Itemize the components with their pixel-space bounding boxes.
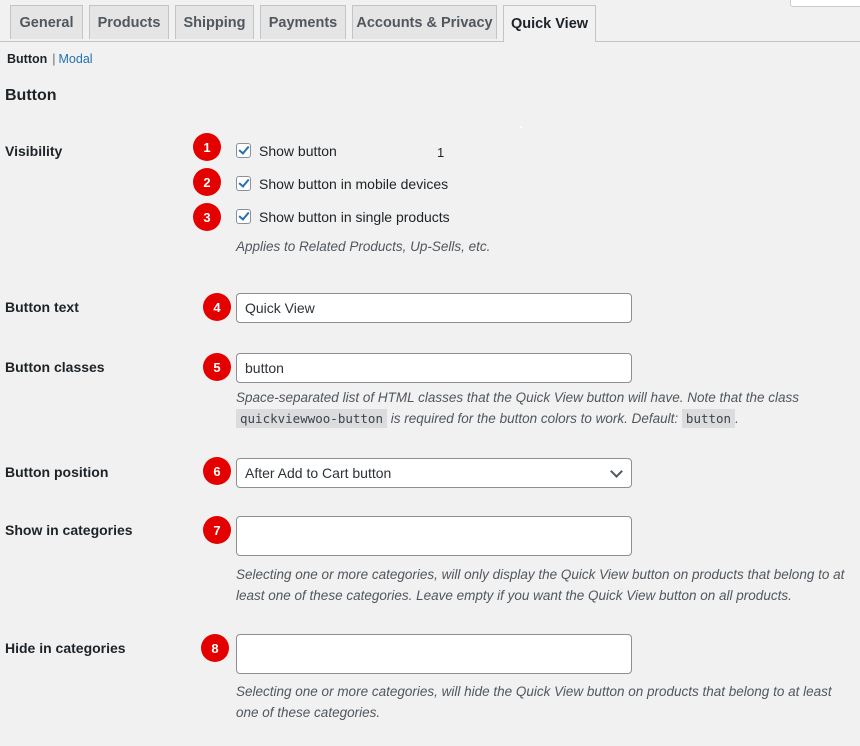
step-badge: 8 — [201, 634, 229, 662]
hide-in-categories-help — [236, 681, 832, 723]
code-snippet: quickviewwoo-button — [236, 409, 387, 428]
subnav-separator: | — [52, 52, 56, 66]
step-badge: 4 — [203, 293, 231, 321]
chevron-down-icon — [610, 465, 623, 478]
stray-number: 1 — [437, 145, 445, 160]
show-in-categories-label: Show in categories — [5, 522, 133, 538]
code-snippet: button — [682, 409, 735, 428]
help-line: Selecting one or more categories, will hide the Quick View button on products that belong to at least — [236, 684, 832, 699]
settings-tabs — [0, 0, 860, 42]
step-badge: 1 — [193, 133, 221, 161]
step-badge: 5 — [203, 353, 231, 381]
help-line: least one of these categories. Leave empty if you want the Quick View button on all products. — [236, 588, 792, 603]
help-line: Selecting one or more categories, will only display the Quick View button on products that belong to at — [236, 567, 845, 582]
subnav-link-modal[interactable]: Modal — [58, 52, 93, 66]
help-text: Space-separated list of HTML classes that the Quick View button will have. Note that the class — [236, 390, 800, 405]
show-button-single-checkbox[interactable] — [236, 209, 251, 224]
show-button-mobile-label[interactable]: Show button in mobile devices — [259, 176, 449, 192]
step-badge: 7 — [203, 516, 231, 544]
show-button-single-label[interactable]: Show button in single products — [259, 209, 450, 225]
button-position-value: After Add to Cart button — [245, 465, 392, 481]
tab-quick-view[interactable]: Quick View — [503, 5, 596, 42]
button-position-label: Button position — [5, 464, 109, 480]
tab-accounts-privacy[interactable]: Accounts & Privacy — [352, 5, 497, 39]
button-position-select[interactable] — [236, 458, 632, 488]
tab-shipping[interactable]: Shipping — [175, 5, 254, 39]
button-classes-help — [236, 387, 836, 429]
button-text-input[interactable]: Quick View — [236, 293, 632, 323]
show-button-label[interactable]: Show button — [259, 143, 337, 159]
hide-in-categories-input[interactable] — [236, 634, 632, 674]
visibility-help: Applies to Related Products, Up-Sells, etc. — [236, 239, 491, 254]
subsection-nav — [7, 52, 93, 66]
show-in-categories-input[interactable] — [236, 516, 632, 556]
help-line: one of these categories. — [236, 705, 381, 720]
show-button-checkbox[interactable] — [236, 143, 251, 158]
help-text: is required for the button colors to work. Default: — [390, 411, 679, 426]
show-button-mobile-checkbox[interactable] — [236, 176, 251, 191]
tab-products[interactable]: Products — [89, 5, 169, 39]
button-text-label: Button text — [5, 299, 79, 315]
section-title: Button — [5, 87, 57, 104]
step-badge: 6 — [203, 457, 231, 485]
show-in-categories-help — [236, 564, 844, 606]
step-badge: 2 — [193, 168, 221, 196]
help-text: . — [735, 411, 739, 426]
button-classes-input[interactable]: button — [236, 353, 632, 383]
button-classes-label: Button classes — [5, 359, 105, 375]
hide-in-categories-label: Hide in categories — [5, 640, 126, 656]
artifact-dot — [520, 126, 522, 128]
step-badge: 3 — [193, 203, 221, 231]
tab-payments[interactable]: Payments — [260, 5, 346, 39]
subnav-current: Button — [7, 52, 48, 66]
tab-general[interactable]: General — [10, 5, 83, 39]
visibility-label: Visibility — [5, 143, 63, 159]
